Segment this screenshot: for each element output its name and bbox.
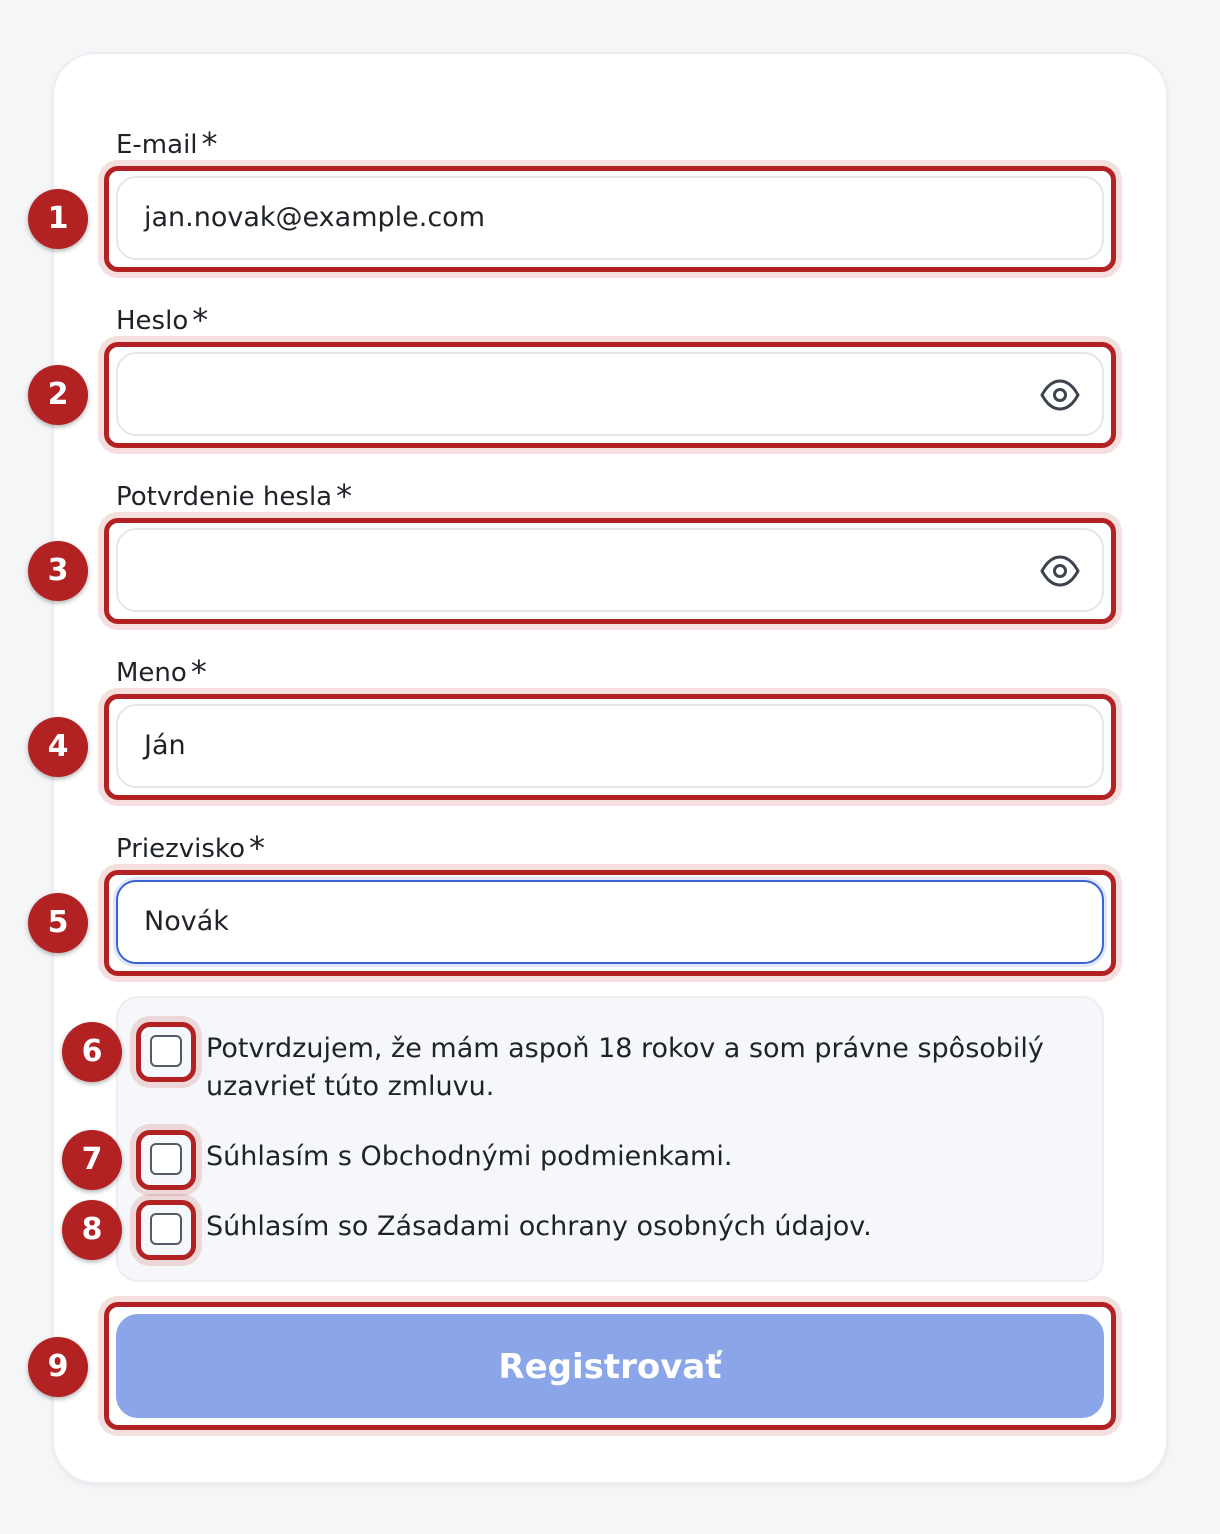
required-mark: * [190, 653, 207, 691]
last-name-field[interactable] [116, 880, 1104, 964]
annotation-badge: 8 [62, 1200, 122, 1260]
annotation-badge: 4 [28, 717, 88, 777]
email-label: E-mail * [116, 125, 218, 163]
password-confirm-label: Potvrdenie hesla * [116, 477, 353, 515]
annotation-badge: 3 [28, 541, 88, 601]
annotation-badge: 1 [28, 189, 88, 249]
privacy-consent-checkbox[interactable] [150, 1213, 182, 1245]
annotation-badge: 7 [62, 1130, 122, 1190]
email-field[interactable] [116, 176, 1104, 260]
first-name-label: Meno * [116, 653, 207, 691]
annotation-badge: 6 [62, 1022, 122, 1082]
required-mark: * [201, 125, 218, 163]
email-value: jan.novak@example.com [144, 202, 485, 233]
last-name-value: Novák [144, 906, 229, 937]
age-consent-checkbox[interactable] [150, 1035, 182, 1067]
privacy-consent-label: Súhlasím so Zásadami ochrany osobných údajov. [206, 1211, 872, 1242]
eye-icon[interactable] [1040, 378, 1080, 412]
first-name-field[interactable] [116, 704, 1104, 788]
password-field[interactable] [116, 352, 1104, 436]
age-consent-label: Potvrdzujem, že mám aspoň 18 rokov a som právne spôsobilý uzavrieť túto zmluvu. [206, 1033, 1044, 1102]
password-label: Heslo * [116, 301, 209, 339]
last-name-label: Priezvisko * [116, 829, 265, 867]
password-confirm-field[interactable] [116, 528, 1104, 612]
required-mark: * [192, 301, 209, 339]
first-name-value: Ján [144, 730, 186, 761]
required-mark: * [248, 829, 265, 867]
eye-icon[interactable] [1040, 554, 1080, 588]
register-button[interactable]: Registrovať [116, 1314, 1104, 1418]
annotation-badge: 9 [28, 1337, 88, 1397]
terms-consent-checkbox[interactable] [150, 1143, 182, 1175]
annotation-badge: 2 [28, 365, 88, 425]
required-mark: * [336, 477, 353, 515]
terms-consent-label: Súhlasím s Obchodnými podmienkami. [206, 1141, 733, 1172]
annotation-badge: 5 [28, 893, 88, 953]
